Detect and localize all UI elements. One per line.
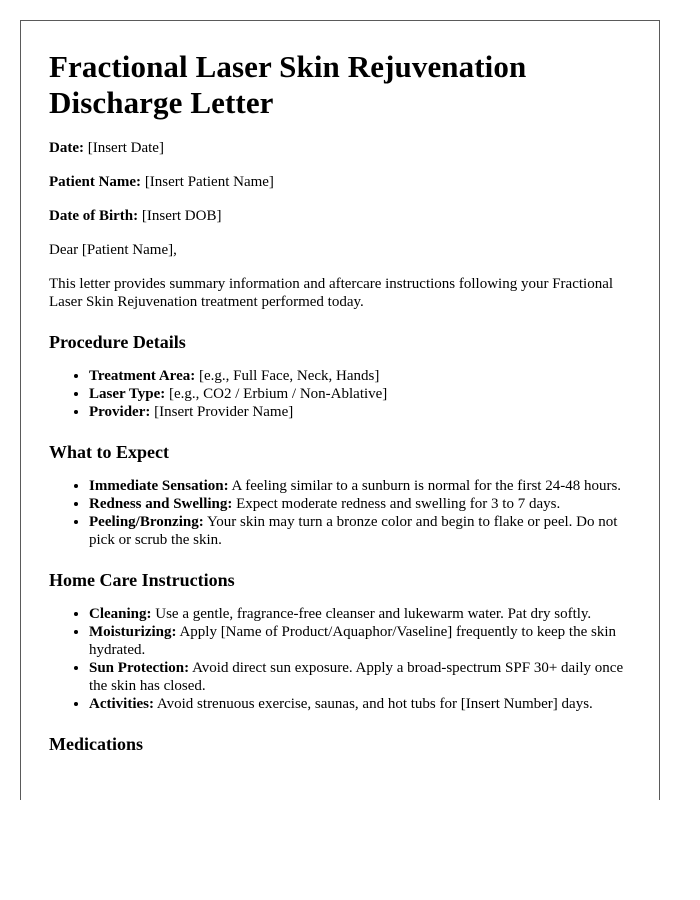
- item-label: Peeling/Bronzing:: [89, 514, 204, 530]
- item-text: [e.g., CO2 / Erbium / Non-Ablative]: [169, 386, 388, 402]
- date-value: [Insert Date]: [87, 140, 164, 156]
- list-item: [89, 623, 631, 659]
- item-text: [e.g., Full Face, Neck, Hands]: [198, 368, 380, 384]
- item-label: Immediate Sensation:: [89, 478, 229, 494]
- item-label: Sun Protection:: [89, 660, 190, 676]
- item-text: Use a gentle, fragrance-free cleanser and lukewarm water. Pat dry softly.: [155, 606, 592, 622]
- medications-heading: Medications: [49, 734, 143, 754]
- item-text: Your skin may turn a bronze color and begin to flake or peel. Do not pick or scrub the skin.: [89, 514, 618, 548]
- item-text: Avoid strenuous exercise, saunas, and hot tubs for [Insert Number] days.: [156, 696, 593, 712]
- expect-list: [49, 477, 631, 549]
- item-label: Laser Type:: [89, 386, 166, 402]
- patient-name-label: Patient Name:: [49, 174, 142, 190]
- patient-name-value: [Insert Patient Name]: [144, 174, 274, 190]
- list-item: [89, 477, 631, 495]
- list-item: [89, 605, 631, 623]
- procedure-list: [49, 367, 631, 421]
- procedure-heading: Procedure Details: [49, 332, 186, 352]
- list-item: [89, 513, 631, 549]
- item-text: [Insert Provider Name]: [154, 404, 294, 420]
- item-label: Moisturizing:: [89, 624, 177, 640]
- dob-line: [49, 207, 631, 225]
- item-label: Treatment Area:: [89, 368, 196, 384]
- intro-paragraph: This letter provides summary information and aftercare instructions following your Fractional Laser Skin Rejuvenation treatment performed today.: [49, 276, 614, 310]
- list-item: [89, 385, 631, 403]
- item-label: Activities:: [89, 696, 154, 712]
- item-text: Avoid direct sun exposure. Apply a broad-spectrum SPF 30+ daily once the skin has closed.: [89, 660, 624, 694]
- date-label: Date:: [49, 140, 84, 156]
- letter-page: [20, 20, 660, 800]
- item-text: A feeling similar to a sunburn is normal for the first 24-48 hours.: [231, 478, 622, 494]
- list-item: [89, 403, 631, 421]
- list-item: [89, 695, 631, 713]
- list-item: [89, 495, 631, 513]
- dob-value: [Insert DOB]: [141, 208, 222, 224]
- greeting: Dear [Patient Name],: [49, 242, 177, 258]
- item-text: Expect moderate redness and swelling for 3 to 7 days.: [236, 496, 561, 512]
- expect-heading: What to Expect: [49, 442, 169, 462]
- letter-content: [21, 21, 659, 755]
- item-text: Apply [Name of Product/Aquaphor/Vaseline] frequently to keep the skin hydrated.: [89, 624, 616, 658]
- homecare-heading: Home Care Instructions: [49, 570, 235, 590]
- item-label: Redness and Swelling:: [89, 496, 233, 512]
- homecare-list: [49, 605, 631, 713]
- item-label: Provider:: [89, 404, 151, 420]
- list-item: [89, 367, 631, 385]
- list-item: [89, 659, 631, 695]
- date-line: [49, 139, 631, 157]
- patient-name-line: [49, 173, 631, 191]
- dob-label: Date of Birth:: [49, 208, 139, 224]
- item-label: Cleaning:: [89, 606, 152, 622]
- page-title: Fractional Laser Skin Rejuvenation Discharge Letter: [49, 49, 527, 120]
